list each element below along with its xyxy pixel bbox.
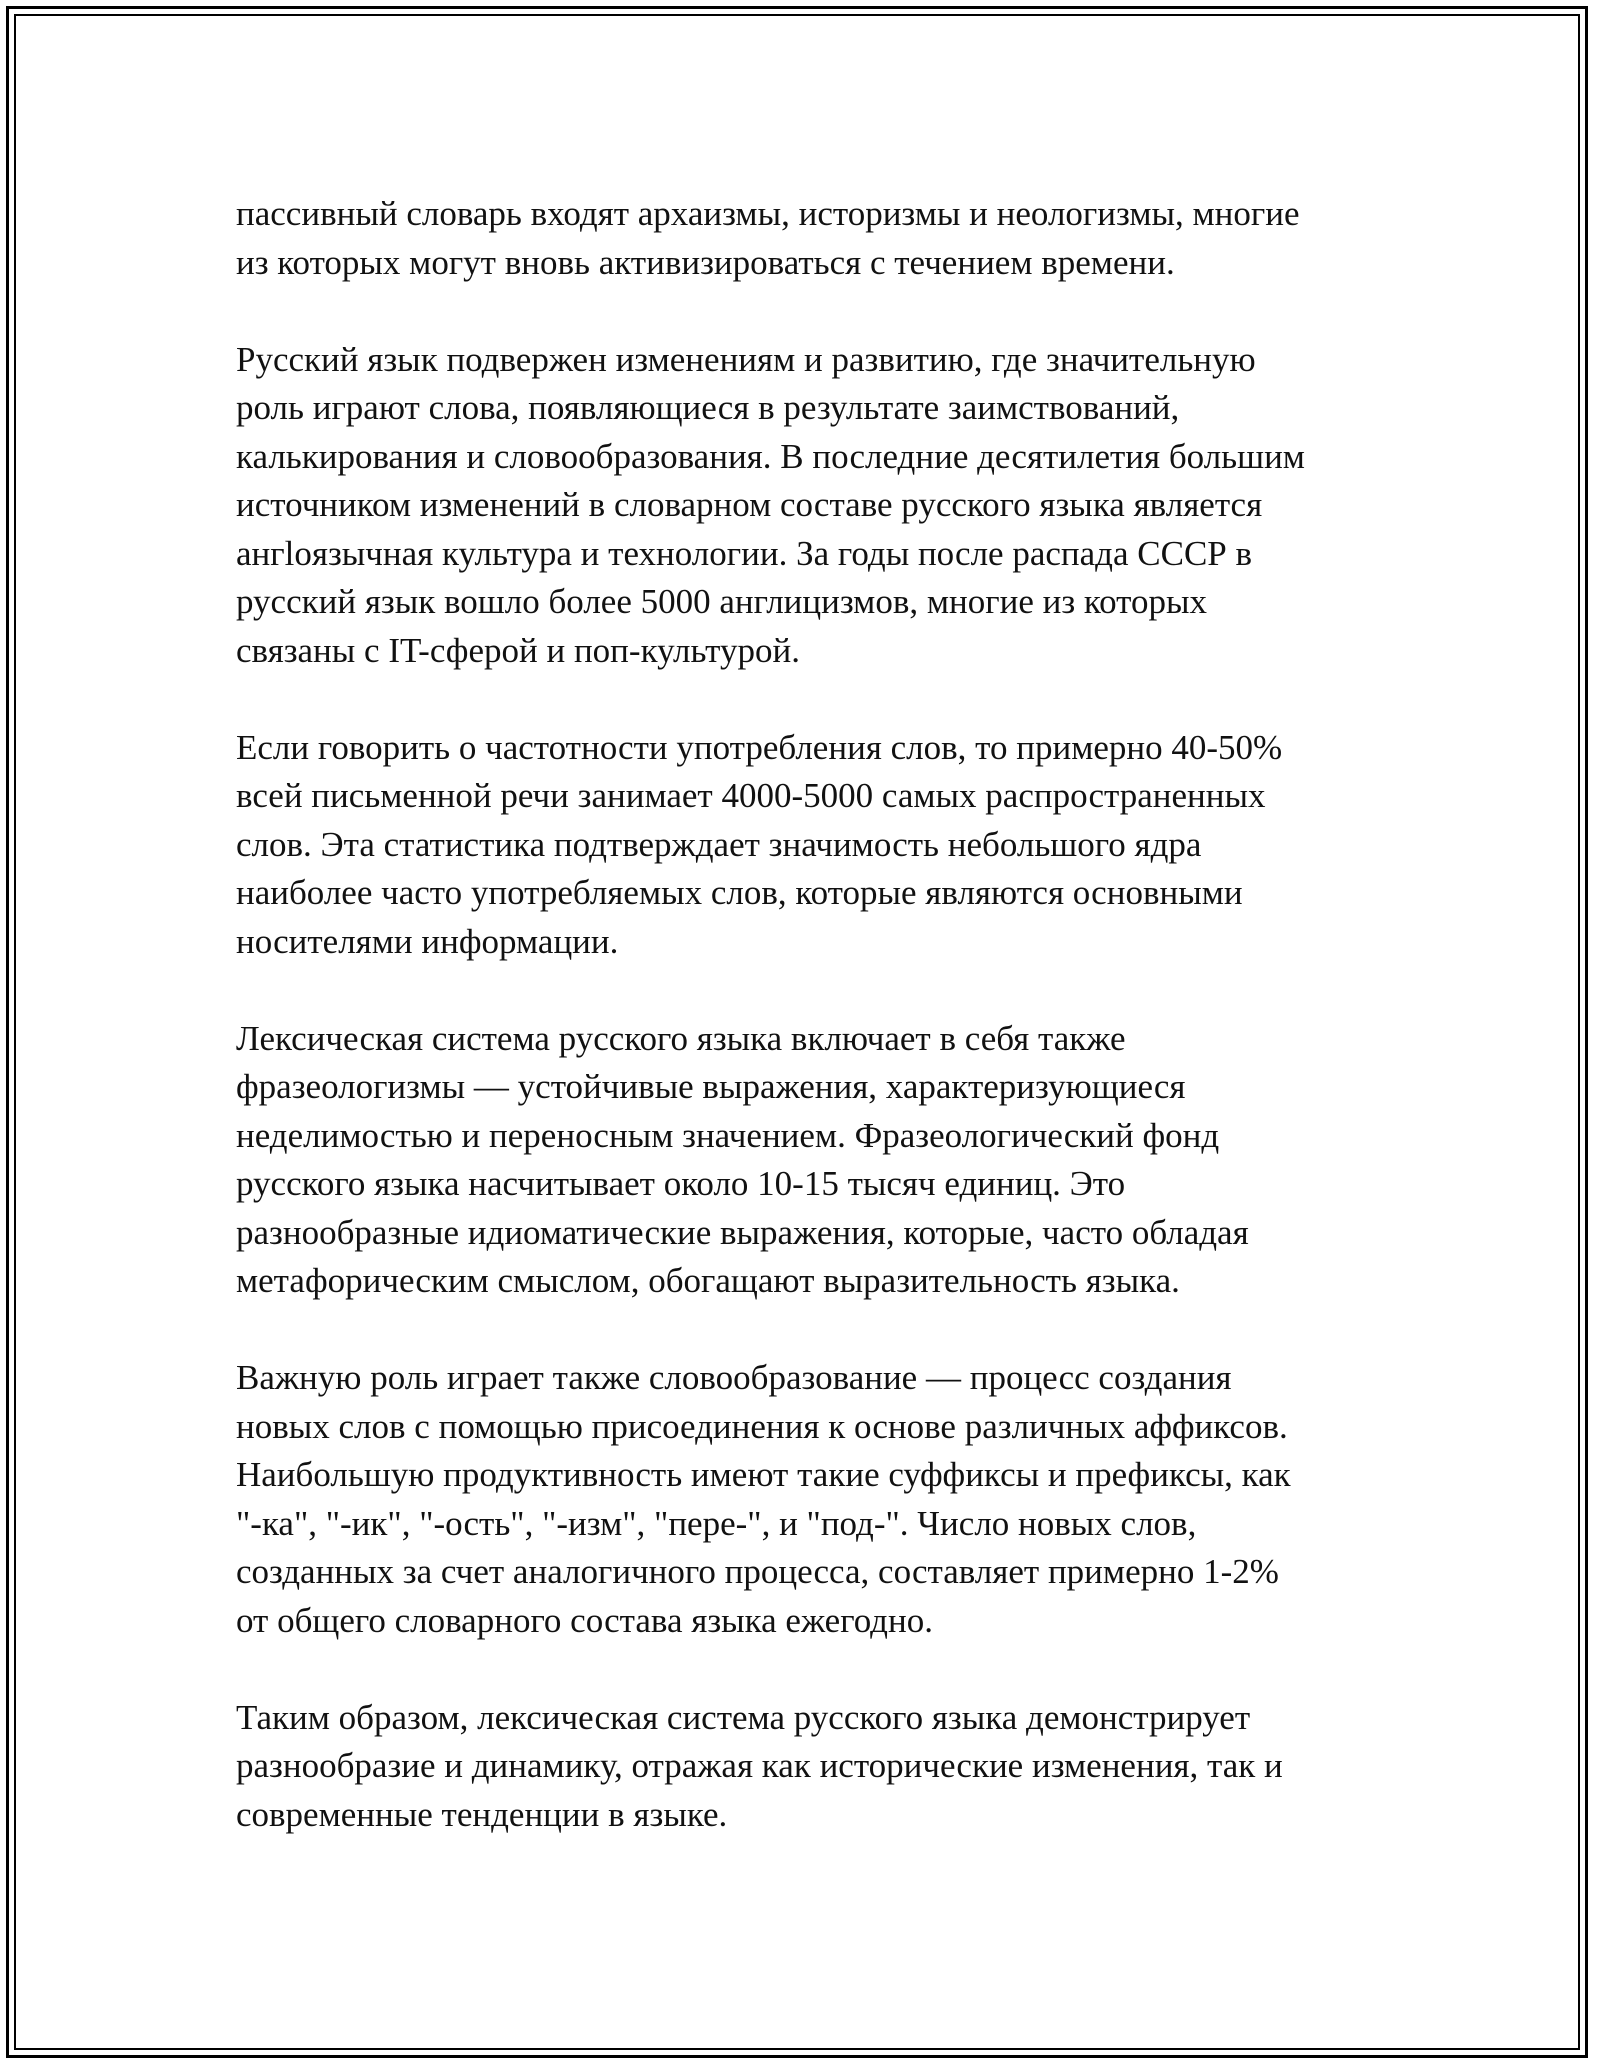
paragraph-3: Если говорить о частотности употребления слов, то примерно 40-50% всей письменной речи занимает 4000-5000 самых распространенных слов. Эта статистика подтверждает значимость небольшого ядра наиболее часто употребляемых слов, которые являются основными носителями информации.	[236, 727, 1283, 961]
paragraph-5: Важную роль играет также словообразование — процесс создания новых слов с помощью присоединения к основе различных аффиксов. Наибольшую продуктивность имеют такие суффиксы и префиксы, как "-ка", "-ик", "-ость", "-изм", "пере-", и "под-". Число новых слов, созданных за счет аналогичного процесса, составляет примерно 1-2% от общего словарного состава языка ежегодно.	[236, 1358, 1291, 1640]
paragraph-1: пассивный словарь входят архаизмы, историзмы и неологизмы, многие из которых могут вновь активизироваться с течением времени.	[236, 194, 1300, 282]
document-body	[236, 190, 1386, 1839]
paragraph-4: Лексическая система русского языка включает в себя также фразеологизмы — устойчивые выражения, характеризующиеся неделимостью и переносным значением. Фразеологический фонд русского языка насчитывает около 10-15 тысяч единиц. Это разнообразные идиоматические выражения, которые, часто обладая метафорическим смыслом, обогащают выразительность языка.	[236, 1018, 1249, 1300]
paragraph-6: Таким образом, лексическая система русского языка демонстрирует разнообразие и динамику, отражая как исторические изменения, так и современные тенденции в языке.	[236, 1697, 1283, 1834]
paragraph-2: Русский язык подвержен изменениям и развитию, где значительную роль играют слова, появляющиеся в результате заимствований, калькирования и словообразования. В последние десятилетия большим источником изменений в словарном составе русского языка является ангloязычная культура и технологии. За годы после распада СССР в русский язык вошло более 5000 англицизмов, многие из которых связаны с IT-сферой и поп-культурой.	[236, 339, 1305, 670]
